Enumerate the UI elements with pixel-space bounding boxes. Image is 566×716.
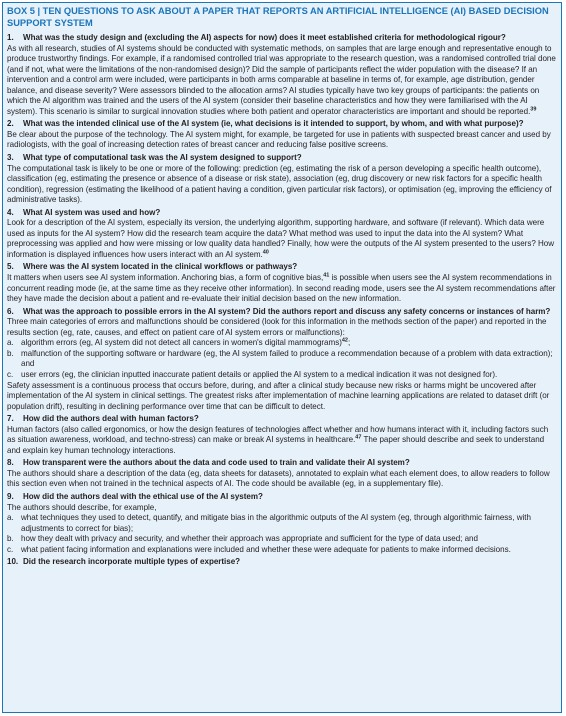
list-item-label: b. [7,534,14,544]
question-6 [7,307,557,318]
citation: 39 [530,106,537,113]
list-item-label: a. [7,338,14,348]
answer-paragraph [7,164,557,206]
paragraph-text: It matters when users see AI system information. Anchoring bias, a form of cognitive bias, [7,273,324,283]
citation: 42 [341,337,348,344]
question-7 [7,414,557,425]
list-item [7,545,557,556]
paragraph-text: Human factors (also called ergonomics, or how the design features of technologies affect whether and how humans interact with it, including factors such as situation awareness, workload, and techno-stress) can make or break AI systems in healthcare. [7,424,549,445]
question-number: 1. [7,33,14,42]
question-number: 7. [7,414,14,424]
answer-paragraph [7,469,557,490]
answer-paragraph [7,44,557,118]
question-9 [7,492,557,503]
question-number: 9. [7,491,14,501]
citation: 41 [323,272,330,279]
answer-paragraph [7,273,557,305]
question-5 [7,262,557,273]
question-number: 8. [7,458,14,468]
list-item-text [21,338,557,349]
list-item-tail: ; [347,338,351,348]
list-item-text: what patient facing information and explanations were included and whether these were adequate for patients to make informed decisions. [21,544,511,554]
box-content [3,33,561,568]
question-text: Where was the AI system located in the clinical workflows or pathways? [23,262,298,272]
list-item-label: c. [7,544,14,554]
question-text: How transparent were the authors about the data and code used to train and validate their AI system? [23,458,410,468]
question-number: 5. [7,262,14,272]
question-text: What type of computational task was the AI system designed to support? [23,153,302,163]
list-item-text: user errors (eg, the clinician inputted inaccurate patient details or applied the AI system to a medical indication it was not designed for). [21,369,498,379]
list-item-text: what techniques they used to detect, quantify, and mitigate bias in the algorithmic outputs of the AI system (eg, through algorithmic fairness, with adjustments to correct for bias); [21,513,531,533]
list-item [7,370,557,381]
list-item-label: c. [7,369,14,379]
paragraph-text-continued: is possible when users see the AI system recommendations in concurrent reading mode (ie, at the same time as they receive other information). In second reading mode, users see the AI system recommendations after they have made the decision about a patient and re-evaluate their initial decision based on the new information. [7,273,556,304]
paragraph-text: Be clear about the purpose of the technology. The AI system might, for example, be targeted for use in patients with suspected breast cancer and used by radiologists, with the goal of increasing detection rates of breast cancer and reducing false positive screens. [7,129,551,150]
question-text: What was the study design and (excluding the AI) aspects for now) does it meet established criteria for methodological rigour? [23,33,506,42]
list-item-text: malfunction of the supporting software or hardware (eg, the AI system failed to produce a recommendation because of a problem with data extraction); and [21,348,553,369]
answer-paragraph [7,218,557,260]
question-2 [7,119,557,130]
list-item-text: how they dealt with privacy and security, and whether their approach was appropriate and sufficient for the type of data used; and [21,534,478,544]
list-item [7,338,557,349]
list-item [7,513,557,534]
list-item-body: algorithm errors (eg, AI system did not detect all cancers in women's digital mammograms) [21,338,342,348]
list-item [7,534,557,545]
paragraph-text: The computational task is likely to be one or more of the following: prediction (eg, estimating the risk of a person developing a specific health outcome), classification (eg, estimating the presence or absence of a disease or risk state), association (eg, drug discovery or new risk factors for a specific health condition), regression (estimating the likelihood of a patient having a condition, given particular risk factors), or optimisation (eg, improving the efficiency of administrative tasks). [7,163,552,205]
question-text: How did the authors deal with human factors? [23,414,199,424]
citation: 40 [262,249,269,256]
paragraph-text: Three main categories of errors and malfunctions should be considered (look for this information in the methods section of the paper) and reported in the results section (eg, rate, causes, and effect on patient care of AI system errors or malfunctions): [7,317,547,337]
question-text: What was the approach to possible errors in the AI system? Did the authors report and discuss any safety concerns or instances of harm? [23,306,551,316]
paragraph-text: As with all research, studies of AI systems should be conducted with systematic methods, on samples that are large enough and representative enough to produce trustworthy findings. For example, if a randomised controlled trial was appropriate to the research question, was a randomised controlled trial done (and if not, what were the limitations of the non-randomised design)? Did the sample of participants reflect the wider population with the disease? If an intervention and a control arm were included, were participants in both arms comparable at baseline in terms of, for example, age distribution, gender balance, and disease severity? Were assessors blinded to the allocation arms? AI studies typically have two key groups of participants: the patients on which the AI algorithm was trained and the users of the AI system (consider their baseline characteristics and how they were familiarised with the AI system). This scenario is similar to surgical innovation studies where both patient and operator characteristics are important and should be reported. [7,43,556,116]
answer-paragraph [7,130,557,151]
paragraph-text: The authors should share a description of the data (eg, data sheets for datasets), annotated to explain what each element does, to allow readers to follow this section even when not trained in the technical aspects of AI. The code should be available (eg, in a supplementary file). [7,468,550,489]
box-title: BOX 5 | TEN QUESTIONS TO ASK ABOUT A PAPER THAT REPORTS AN ARTIFICIAL INTELLIGENCE (AI) BASED DECISION SUPPORT SYSTEM [7,6,549,28]
question-3 [7,153,557,164]
list-item-label: b. [7,348,14,358]
paragraph-text: Look for a description of the AI system, especially its version, the underlying algorithm, supporting hardware, and software (if relevant). Which data were used as inputs for the AI system? How did the research team acquire the data? What method was used to input the data into the AI system? What preprocessing was applied and how were missing or low quality data handled? Finally, how were the outputs of the AI system presented to the users? How information is displayed influences how users interact with an AI system. [7,218,555,259]
question-text: Did the research incorporate multiple types of expertise? [23,557,241,567]
paragraph-text-continued: The paper should describe and seek to understand and explain key human technology interactions. [7,435,545,455]
answer-paragraph [7,317,557,338]
info-box [2,2,562,713]
question-number: 3. [7,153,14,163]
question-4 [7,208,557,219]
answer-paragraph [7,503,557,514]
question-number: 2. [7,119,14,129]
list-item [7,349,557,370]
question-1 [7,33,557,44]
question-10 [7,557,557,568]
question-number: 10. [7,557,19,567]
question-text: What was the intended clinical use of the AI system (ie, what decisions is it intended to support, by whom, and with what purpose)? [23,119,524,129]
question-number: 6. [7,306,14,316]
question-8 [7,458,557,469]
question-text: How did the authors deal with the ethical use of the AI system? [23,491,263,501]
paragraph-text: The authors should describe, for example, [7,502,157,512]
citation: 47 [355,434,362,441]
answer-paragraph: Safety assessment is a continuous process that occurs before, during, and after a clinical study because new risks or harms might be uncovered after implementation of the AI system in clinical settings. The greatest risks after implementation of machine learning applications are related to dataset drift (or population drift), resulting in declining performance over time that can be difficult to detect. [7,380,550,411]
list-item-label: a. [7,513,14,523]
question-number: 4. [7,207,14,217]
question-text: What AI system was used and how? [23,207,161,217]
answer-paragraph [7,425,557,457]
